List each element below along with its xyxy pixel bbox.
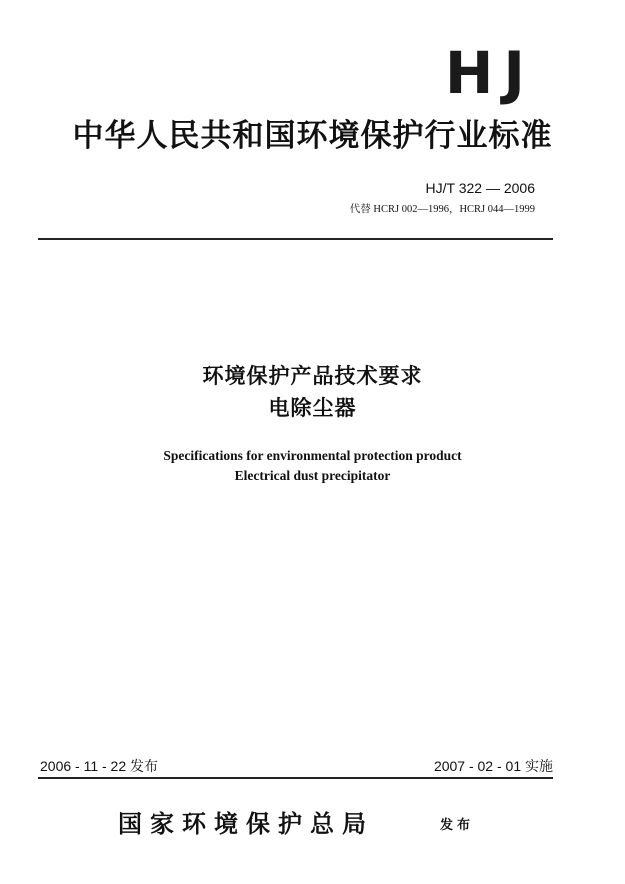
issue-label: 发布 bbox=[440, 818, 475, 833]
issue-date: 2006 - 11 - 22 发布 bbox=[40, 758, 159, 774]
document-title-en-line1: Specifications for environmental protection product bbox=[163, 448, 462, 463]
effective-date: 2007 - 02 - 01 实施 bbox=[433, 758, 553, 774]
replaces-note: 代替 HCRJ 002—1996，HCRJ 044—1999 bbox=[349, 204, 535, 215]
document-title-en-line2: Electrical dust precipitator bbox=[234, 468, 391, 483]
bottom-divider bbox=[38, 777, 553, 779]
standard-category-title: 中华人民共和国环境保护行业标准 bbox=[72, 118, 553, 154]
document-title-cn-line2: 电除尘器 bbox=[268, 396, 357, 420]
top-divider bbox=[38, 238, 553, 240]
hj-logo: HJ bbox=[444, 39, 535, 107]
issuing-authority: 国家环境保护总局 bbox=[118, 809, 374, 838]
standard-code: HJ/T 322 — 2006 bbox=[425, 180, 535, 196]
document-title-cn-line1: 环境保护产品技术要求 bbox=[202, 364, 423, 388]
